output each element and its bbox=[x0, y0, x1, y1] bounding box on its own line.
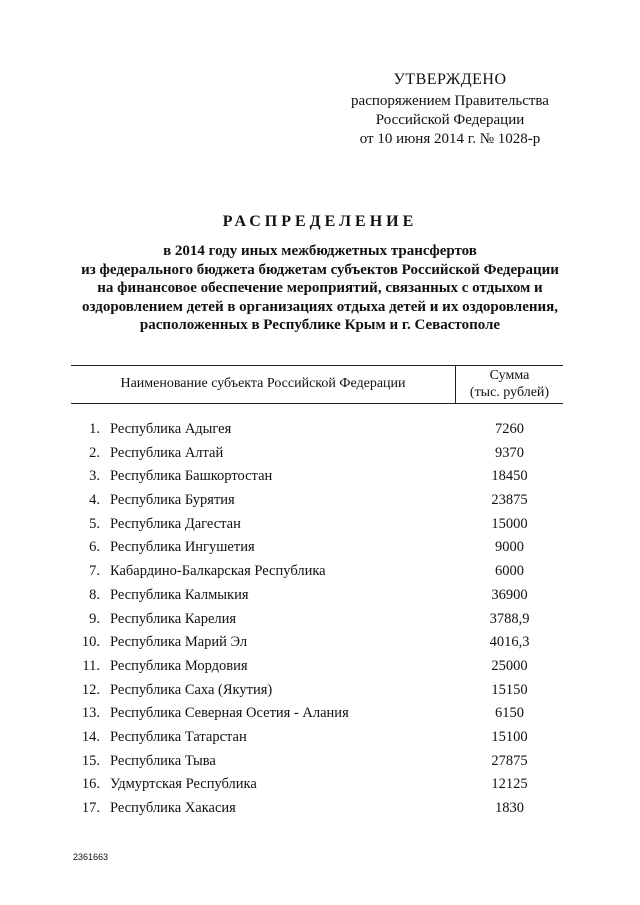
row-number: 6. bbox=[89, 539, 100, 556]
table-row bbox=[71, 703, 563, 727]
table-body bbox=[71, 419, 563, 822]
sum-value: 27875 bbox=[491, 752, 528, 769]
table-row bbox=[71, 656, 563, 680]
table-row bbox=[71, 490, 563, 514]
region-name: Республика Калмыкия bbox=[110, 586, 249, 603]
sum-value: 1830 bbox=[495, 800, 524, 816]
sum-value: 9000 bbox=[495, 539, 524, 556]
subtitle-line: из федерального бюджета бюджетам субъектов Российской Федерации bbox=[81, 261, 559, 278]
table-row bbox=[71, 609, 563, 633]
row-number: 3. bbox=[89, 468, 100, 485]
header-sum-label: Сумма bbox=[489, 368, 530, 383]
row-number: 13. bbox=[81, 705, 100, 722]
document-subtitle bbox=[40, 242, 600, 335]
subtitle-line: в 2014 году иных межбюджетных трансфертов bbox=[163, 243, 477, 259]
row-number: 1. bbox=[89, 421, 100, 437]
approval-line: Российской Федерации bbox=[375, 112, 525, 128]
table-row bbox=[71, 419, 563, 443]
row-number: 16. bbox=[81, 776, 100, 793]
table-row bbox=[71, 537, 563, 561]
region-name: Республика Карелия bbox=[110, 610, 237, 627]
row-number: 10. bbox=[81, 634, 100, 651]
table-row bbox=[71, 680, 563, 704]
approval-line: от 10 июня 2014 г. № 1028-р bbox=[359, 131, 541, 147]
subtitle-line: оздоровлением детей в организациях отдыха детей и их оздоровления, bbox=[81, 298, 559, 315]
row-number: 14. bbox=[81, 728, 100, 745]
sum-value: 18450 bbox=[491, 468, 528, 485]
table-row bbox=[71, 514, 563, 538]
approval-heading: УТВЕРЖДЕНО bbox=[393, 71, 507, 88]
region-name: Республика Татарстан bbox=[110, 728, 247, 745]
table-row bbox=[71, 727, 563, 751]
row-number: 9. bbox=[89, 610, 100, 627]
header-sum bbox=[456, 367, 563, 401]
table-row bbox=[71, 798, 563, 822]
table-header bbox=[71, 365, 563, 404]
document-id: 2361663 bbox=[73, 852, 109, 862]
region-name: Республика Алтай bbox=[110, 444, 224, 461]
table-row bbox=[71, 443, 563, 467]
distribution-table bbox=[71, 365, 563, 822]
row-number: 2. bbox=[89, 444, 100, 461]
region-name: Кабардино-Балкарская Республика bbox=[110, 563, 326, 580]
document-title: РАСПРЕДЕЛЕНИЕ bbox=[222, 213, 418, 230]
row-number: 17. bbox=[81, 800, 100, 816]
table-row bbox=[71, 632, 563, 656]
region-name: Республика Башкортостан bbox=[110, 468, 273, 485]
region-name: Республика Мордовия bbox=[110, 657, 248, 674]
sum-value: 3788,9 bbox=[489, 610, 530, 627]
table-row bbox=[71, 751, 563, 775]
table-row bbox=[71, 585, 563, 609]
row-number: 15. bbox=[81, 752, 100, 769]
header-sum-unit: (тыс. рублей) bbox=[469, 385, 550, 400]
table-row bbox=[71, 774, 563, 798]
region-name: Республика Бурятия bbox=[110, 492, 235, 509]
subtitle-line: расположенных в Республике Крым и г. Севастополе bbox=[139, 317, 501, 334]
approval-line: распоряжением Правительства bbox=[351, 93, 549, 109]
sum-value: 9370 bbox=[495, 444, 524, 461]
table-row bbox=[71, 466, 563, 490]
sum-value: 4016,3 bbox=[489, 634, 530, 651]
sum-value: 36900 bbox=[491, 586, 528, 603]
row-number: 8. bbox=[89, 586, 100, 603]
region-name: Республика Саха (Якутия) bbox=[110, 681, 273, 698]
approval-block bbox=[330, 70, 570, 149]
region-name: Республика Ингушетия bbox=[110, 539, 255, 556]
sum-value: 15000 bbox=[491, 515, 528, 532]
sum-value: 25000 bbox=[491, 657, 528, 674]
region-name: Республика Дагестан bbox=[110, 515, 241, 532]
region-name: Республика Северная Осетия - Алания bbox=[110, 705, 349, 722]
row-number: 4. bbox=[89, 492, 100, 509]
table-row bbox=[71, 561, 563, 585]
row-number: 5. bbox=[89, 515, 100, 532]
region-name: Удмуртская Республика bbox=[110, 776, 257, 793]
row-number: 11. bbox=[82, 657, 100, 674]
sum-value: 12125 bbox=[491, 776, 528, 793]
region-name: Республика Хакасия bbox=[110, 800, 236, 816]
sum-value: 6150 bbox=[495, 705, 524, 722]
region-name: Республика Адыгея bbox=[110, 421, 232, 437]
sum-value: 23875 bbox=[491, 492, 528, 509]
row-number: 7. bbox=[89, 563, 100, 580]
header-region-name: Наименование субъекта Российской Федерации bbox=[120, 376, 406, 391]
sum-value: 15150 bbox=[491, 681, 528, 698]
sum-value: 7260 bbox=[495, 421, 524, 437]
sum-value: 15100 bbox=[491, 728, 528, 745]
region-name: Республика Тыва bbox=[110, 752, 216, 769]
sum-value: 6000 bbox=[495, 563, 524, 580]
row-number: 12. bbox=[81, 681, 100, 698]
subtitle-line: на финансовое обеспечение мероприятий, связанных с отдыхом и bbox=[97, 280, 543, 297]
region-name: Республика Марий Эл bbox=[110, 634, 248, 651]
